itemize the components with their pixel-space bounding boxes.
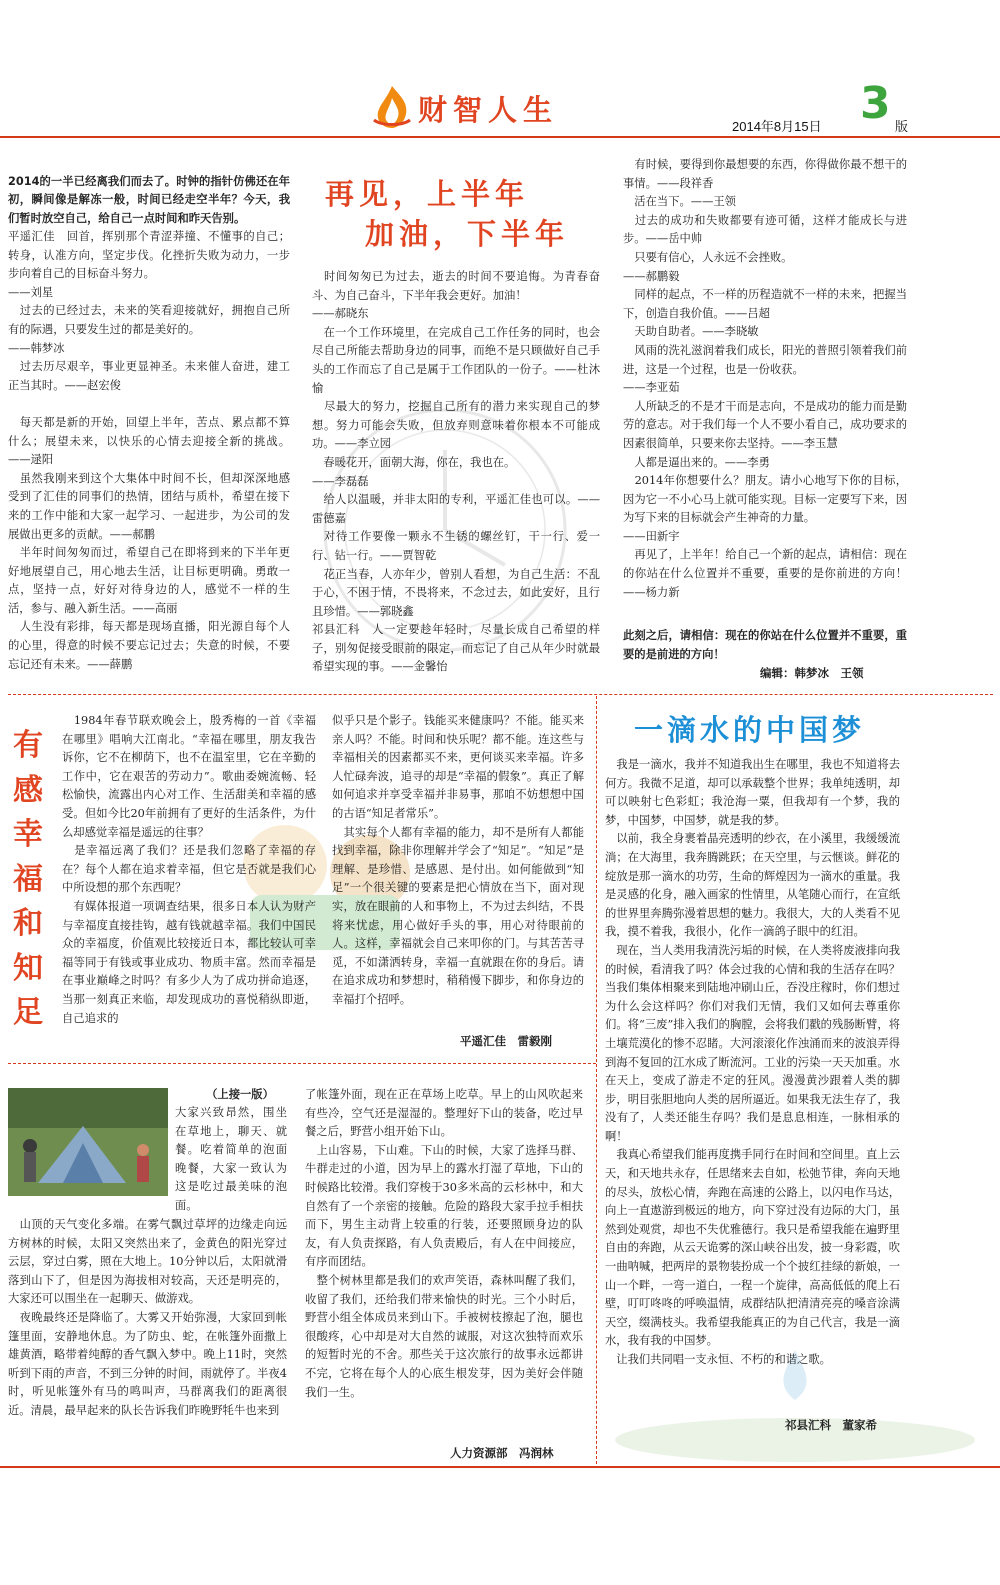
editors-credit: 编辑：韩梦冰 王领 xyxy=(760,666,864,680)
top-col1-intro xyxy=(8,154,290,228)
column-divider-bottom xyxy=(596,1064,597,1464)
masthead-rule xyxy=(0,136,1000,138)
top-title-line2: 加油，下半年 xyxy=(365,217,570,251)
water-title: 一滴水的中国梦 xyxy=(634,713,866,747)
happiness-title xyxy=(10,724,46,1036)
top-col3-body: 有时候，要得到你最想要的东西，你得做你最不想干的事情。——段祥香 活在当下。——王领 过去的成功和失败都要有迹可循，这样才能成长与进步。——岳中帅 只要有信心，人永远不会挫败。 ——郝鹏毅 同样的起点，不一样的历程造就不一样的未来，把握当下，创造自我价值。——吕超 天助自助者。——李晓敏 风雨的洗礼滋润着我们成长，阳光的普照引领着我们前进，这是一个过程，也是一份收获。 ——李亚茹 人所缺乏的不是才干而是志向，不是成功的能力而是勤劳的意志。对于我们每一个人不要小看自己，成功要求的因素很简单，只要来你去坚持。——李玉慧 人都是逼出来的。——李勇 2014年你想要什么？朋友。请小心地写下你的目标，因为它一不小心马上就可能实现。目标一定要写下来，因为写下来的目标就会产生神奇的力量。 ——田新宇 再见了，上半年！给自己一个新的起点，请相信：现在的你站在什么位置并不重要，重要的是你前进的方向！——杨力新 xyxy=(623,158,907,599)
footer-rule xyxy=(0,1466,1000,1468)
camping-continued: （上接一版） xyxy=(206,1088,274,1101)
top-title-line1: 再见，上半年 xyxy=(325,177,530,211)
camping-col2-body: 了帐篷外面，现在正在草场上吃草。早上的山风吹起来有些冷，空气还是湿湿的。整理好下山的装备，吃过早餐之后，野营小组开始下山。 上山容易，下山难。下山的时候，大家了选择马群、牛群走过的小道，因为早上的露水打湿了草地，下山的时候路比较滑。我们穿梭于30多米高的云杉林中，和大自然有了一个亲密的接触。危险的路段大家手拉手相扶而下，男生主动背上较重的行装，还要照顾身边的队友，有人负责探路，有人负责殿后，有人在中间接应，有序而团结。 整个树林里都是我们的欢声笑语，森林叫醒了我们，收留了我们，还给我们带来愉快的时光。三个小时后，野营小组全体成员来到山下。手被树枝擦起了泡，腿也很酸疼，心中却是对大自然的诚服，对这次独特而欢乐的短暂时光的不舍。那些关于这次旅行的故事永远都讲不完，它将在每个人的心底生根发芽，因为美好会伴随我们一生。 xyxy=(305,1088,583,1399)
section-divider-happiness xyxy=(8,1063,596,1064)
top-col3-closing: 此刻之后，请相信：现在的你站在什么位置并不重要，重要的是前进的方向！ xyxy=(623,629,907,661)
camping-byline: 人力资源部 冯润林 xyxy=(450,1446,554,1460)
intro-text: 2014的一半已经离我们而去了。时钟的指针仿佛还在年初，瞬间像是解冻一般，时间已经走空半年？今天，我们暂时放空自己，给自己一点时间和昨天告别。 xyxy=(8,174,290,225)
happiness-byline: 平遥汇佳 雷毅刚 xyxy=(460,1034,552,1048)
flame-logo-icon xyxy=(370,84,414,130)
happiness-title-char: 知 xyxy=(13,950,43,986)
camping-photo xyxy=(8,1088,168,1196)
page-unit: 版 xyxy=(895,120,909,135)
section-divider-top xyxy=(8,694,993,695)
happiness-col1-body: 1984年春节联欢晚会上，殷秀梅的一首《幸福在哪里》唱响大江南北。“幸福在哪里，朋友我告诉你，它不在柳荫下，也不在温室里，它在辛勤的工作中，它在艰苦的劳动力”。歌曲委婉流畅、轻松愉快，流露出内心对工作、生活甜美和幸福的感受。但如今比20年前拥有了更好的生活条件，为什么却感觉幸福是遥远的往事？ 是幸福远离了我们？还是我们忽略了幸福的存在？每个人都在追求着幸福，但它是否就是我们心中所设想的那个东西呢？ 有媒体报道一项调查结果，很多日本人认为财产与幸福度直接挂钩，越有钱就越幸福。我们中国民众的幸福度，价值观比较接近日本，都比较认可幸福等同于有钱或事业成功、物质丰富。然而幸福是在事业巅峰之时吗？有多少人为了成功拼命追逐，当那一刻真正来临，却发现成功的喜悦稍纵即逝，自己追求的 xyxy=(62,714,316,1025)
happiness-title-char: 有 xyxy=(13,728,43,763)
happiness-title-char: 感 xyxy=(13,772,43,808)
issue-date: 2014年8月15日 xyxy=(732,119,822,134)
water-body: 我是一滴水，我并不知道我出生在哪里，我也不知道将去何方。我微不足道，却可以承载整个世界；我单纯透明，却可以映射七色彩虹；我沧海一粟，但我却有一个梦，我的梦，中国梦，中国梦，就是我的梦。 以前，我全身裹着晶亮透明的纱衣，在小溪里，我缓缓流淌；在大海里，我奔腾跳跃；在天空里，与云惬谈。鲜花的绽放是那一滴水的功劳，生命的辉煌因为一滴水的重量。我是灵感的化身，融入画家的性情里，从笔随心而行，在宣纸的世界里奔腾弥漫着思想的魅力。我很大，大的人类看不见我，摸不着我，我很小，化作一滴鸽子眼中的红泪。 现在，当人类用我清洗污垢的时候，在人类将废液排向我的时候，看清我了吗？体会过我的心情和我的生活存在吗？当我们集体相聚来到陆地冲刷山丘，吞没庄稼时，你们想过为什么会这样吗？你们对我们无情，我们又如何去尊重你们。将“三废”排入我们的胸膛，会将我们戳的残肠断臂，将土壤荒漠化的惨不忍睹。大河滚滚化作浊涌而来的波浪弄得到海不复回的江水成了断流河。工业的污染一天天加重。水在天上，变成了游走不定的狂风。漫漫黄沙跟着人类的脚步，明目张胆地向人类的居所逼近。如果我无法生存了，我没有了，人类还能生存吗？我们是息息相连，一脉相承的啊！ 我真心希望我们能再度携手同行在时间和空间里。直上云天，和天地共永存，任思绪来去自如，松弛节律，奔向天地的尽头，放松心情，奔跑在高速的公路上，以闪电作马达，向上一直遨游到极远的地方，向下穿过没有边际的大门，虽然到处观赏，却也不失优雅德行。我只是希望我能在遍野里自由的奔跑，从云天诡雾的深山峡谷出发，披一身彩霞，吹一曲呐喊，把两岸的景物装扮成一个个披红挂绿的新娘，一山一个畔，一弯一道白，一程一个旋律，高高低低的爬上石壁，叮叮咚咚的呼唤温情，成群结队把清清亮亮的嗓音涂满天空，缀满枝头。我希望我能真正的为自己代言，我是一滴水，我有我的中国梦。 让我们共同唱一支永恒、不朽的和谐之歌。 xyxy=(605,758,900,1366)
masthead xyxy=(0,78,1000,138)
camping-intro: 大家兴致昂然，围坐在草地上，聊天、就餐。吃着简单的泡面晚餐，大家一致认为这是吃过最美味的泡面。 xyxy=(175,1106,287,1212)
happiness-title-char: 幸 xyxy=(13,817,43,852)
masthead-title: 财智人生 xyxy=(418,93,559,127)
column-divider-middle xyxy=(596,696,597,1062)
happiness-col2-body: 似乎只是个影子。钱能买来健康吗？不能。能买来亲人吗？不能。时间和快乐呢？都不能。连这些与幸福相关的因素都买不来，更何谈买来幸福。许多人忙碌奔波，追寻的却是“幸福的假象”。真正了解如何追求并享受幸福并非易事，那咱不妨想想中国的古语“知足者常乐”。 其实每个人都有幸福的能力，却不是所有人都能找到幸福，除非你理解并学会了“知足”。“知足”是理解、是珍惜、是感恩、是付出。如何能做到“知足”一个很关键的要素是把心情放在当下，面对现实，放在眼前的人和事物上，不为过去纠结，不畏将来忧虑，用心做好手头的事，用心对待眼前的人。这样，幸福就会自己来叩你的门。与其苦苦寻觅，不如潇洒转身，幸福一直就跟在你的身后。请在追求成功和梦想时，稍稍慢下脚步，和你身边的幸福打个招呼。 xyxy=(332,714,584,1006)
top-col2-body: 时间匆匆已为过去，逝去的时间不要追悔。为青春奋斗、为自己奋斗，下半年我会更好。加油！ ——郝晓东 在一个工作环境里，在完成自己工作任务的同时，也会尽自己所能去帮助身边的同事，而绝不是只顾做好自己手头的工作而忘了自己是属于工作团队的一份子。——杜沐愉 尽最大的努力，挖掘自己所有的潜力来实现自己的梦想。努力可能会失败，但放弃则意味着你根本不可能成功。——李立园 春暖花开，面朝大海，你在，我也在。 ——李磊磊 给人以温暖，并非太阳的专利，平遥汇佳也可以。——雷德嘉 对待工作要像一颗永不生锈的螺丝钉，干一行、爱一行、钻一行。——贾智乾 花正当春，人亦年少，曾别人看想，为自己生活：不乱于心，不困于情，不畏将来，不念过去，如此安好，且行且珍惜。——郭晓鑫 祁县汇科 人一定要趁年轻时，尽量长成自己希望的样子，别匆促接受眼前的限定，而忘记了自己从年少时就最希望实现的事。——金馨怡 xyxy=(312,270,600,674)
water-byline: 祁县汇科 董家希 xyxy=(785,1418,877,1432)
camping-col1-body: 山顶的天气变化多端。在雾气飘过草坪的边缘走向远方树林的时候，太阳又突然出来了，金黄色的阳光穿过云层，穿过白雾，照在大地上。10分钟以后，太阳就滑落到山下了，但是因为海拔相对较高，天还是明亮的，大家还可以围坐在一起聊天、做游戏。 夜晚最终还是降临了。大雾又开始弥漫，大家回到帐篷里面，安静地休息。为了防虫、蛇，在帐篷外面撒上雄黄酒，略带着纯醇的香气飘入梦中。晚上11时，突然听到下雨的声音，不到三分钟的时间，雨就停了。半夜4时，听见帐篷外有马的鸣叫声，马群离我们的距离很近。清晨，最早起来的队长告诉我们昨晚野牦牛也来到 xyxy=(8,1218,287,1417)
top-col1-body: 平遥汇佳 回首，挥别那个青涩莽撞、不懂事的自己；转身，认准方向，坚定步伐。化挫折失败为动力，一步步向着自己的目标奋斗努力。 ——刘星 过去的已经过去，未来的笑看迎接就好，拥抱自己所有的际遇，只要发生过的都是美好的。 ——韩梦冰 过去历尽艰辛，事业更显神圣。未来催人奋进，建工正当其时。——赵宏俊 每天都是新的开始，回望上半年，苦点、累点都不算什么；展望未来，以快乐的心情去迎接全新的挑战。——逯阳 虽然我刚来到这个大集体中时间不长，但却深深地感受到了汇佳的同事们的热情，团结与质朴，希望在接下来的工作中能和大家一起学习、一起进步，为公司的发展做出更多的贡献。——郝鹏 半年时间匆匆而过，希望自己在即将到来的下半年更好地展望自己，用心地去生活，让目标更明确。勇敢一点，坚持一点，好好对待身边的人，感觉不一样的生活，参与、融入新生活。——高丽 人生没有彩排，每天都是现场直播，阳光源自每个人的心里，得意的时候不要忘记过去；失意的时候，不要忘记还有未来。——薛鹏 xyxy=(8,230,290,671)
happiness-title-char: 和 xyxy=(13,906,43,941)
happiness-title-char: 福 xyxy=(13,861,43,897)
happiness-title-char: 足 xyxy=(13,995,43,1030)
page-number-badge: 3 xyxy=(860,78,891,129)
